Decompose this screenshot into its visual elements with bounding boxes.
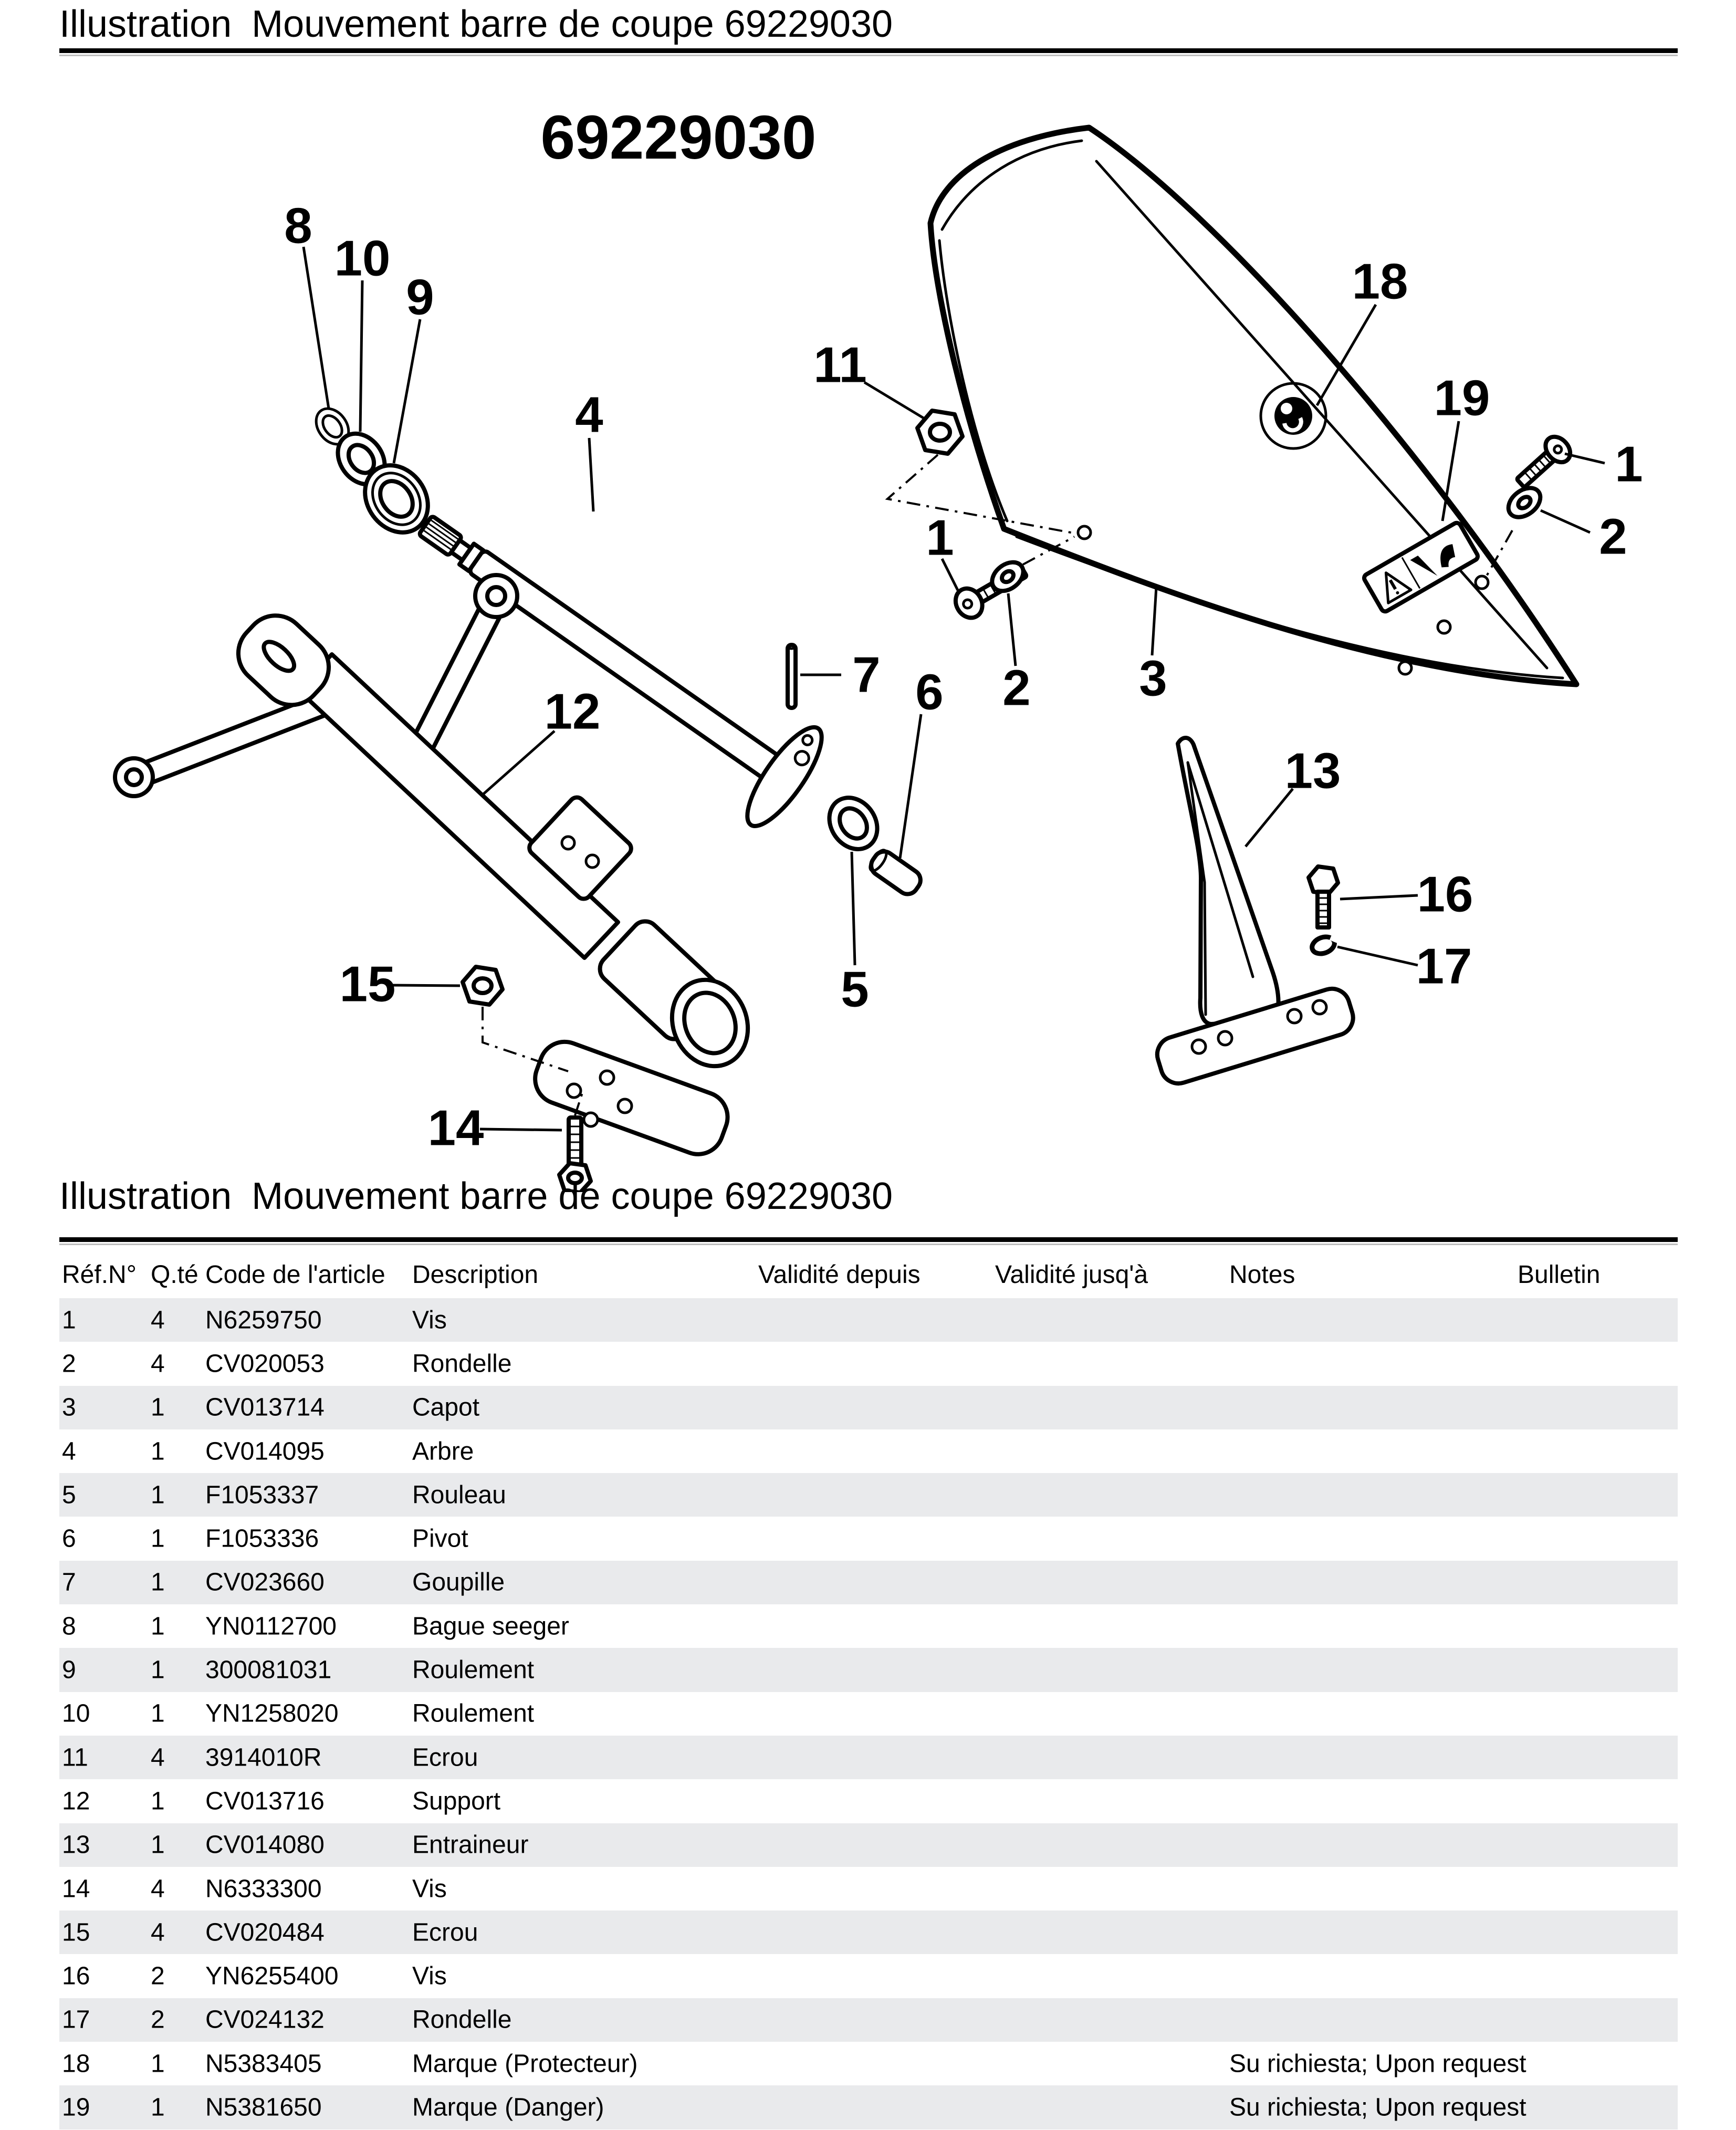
callout-12: 12 [544, 683, 601, 740]
table-row [59, 1561, 1678, 1604]
cell-ref: 15 [62, 1918, 90, 1947]
capot-screw-hole [1078, 526, 1091, 539]
cell-code: CV014095 [205, 1437, 325, 1466]
cell-code: 300081031 [205, 1656, 332, 1684]
cell-code: CV020053 [205, 1350, 325, 1378]
callout-7: 7 [852, 646, 881, 703]
table-row [59, 1473, 1678, 1517]
table-row [59, 1604, 1678, 1648]
cell-qty: 1 [151, 1437, 165, 1466]
callout-2: 2 [1599, 508, 1627, 565]
cell-desc: Vis [412, 1306, 447, 1334]
cell-code: F1053336 [205, 1525, 319, 1553]
cell-ref: 10 [62, 1699, 90, 1728]
cell-qty: 1 [151, 1699, 165, 1728]
cell-code: N5383405 [205, 2050, 322, 2078]
cell-code: YN0112700 [205, 1612, 337, 1641]
table-row [59, 1386, 1678, 1429]
leader-line-5 [852, 852, 855, 965]
cell-code: CV013716 [205, 1787, 325, 1815]
cell-qty: 2 [151, 1962, 165, 1990]
section-title-subject: Mouvement barre de coupe 69229030 [252, 1175, 893, 1217]
callout-19: 19 [1434, 370, 1490, 426]
cell-desc: Goupille [412, 1568, 505, 1596]
cell-qty: 1 [151, 1787, 165, 1815]
callout-13: 13 [1284, 743, 1341, 799]
cell-qty: 2 [151, 2006, 165, 2034]
cell-desc: Arbre [412, 1437, 474, 1466]
support-part [115, 575, 760, 1161]
leader-line-9 [394, 319, 420, 463]
column-header: Description [412, 1261, 539, 1289]
leader-line-16 [1340, 895, 1418, 899]
column-header: Notes [1229, 1261, 1295, 1289]
leader-line-15 [390, 985, 460, 986]
column-header: Réf.N° [62, 1261, 137, 1289]
rondelle-right-part [1503, 482, 1546, 523]
table-row [59, 1298, 1678, 1342]
table-row [59, 1517, 1678, 1560]
rondelle-cv024132-part [1310, 933, 1340, 957]
capot-hole-2 [1438, 621, 1450, 633]
cell-ref: 13 [62, 1831, 90, 1859]
section-rule [59, 1237, 1678, 1242]
capot-hole-1 [1476, 576, 1488, 589]
leader-line-14 [480, 1129, 562, 1130]
cell-qty: 1 [151, 2050, 165, 2078]
callout-10: 10 [334, 230, 391, 287]
cell-qty: 4 [151, 1306, 165, 1334]
leader-line-11 [864, 382, 925, 419]
cell-ref: 2 [62, 1350, 76, 1378]
vis-right-part [1511, 432, 1575, 494]
cell-code: YN1258020 [205, 1699, 339, 1728]
cell-code: 3914010R [205, 1743, 322, 1772]
leader-line-2 [1541, 510, 1590, 532]
cell-code: N6333300 [205, 1875, 322, 1903]
cell-ref: 17 [62, 2006, 90, 2034]
callout-2: 2 [1002, 660, 1031, 716]
cell-desc: Rouleau [412, 1481, 506, 1509]
cell-ref: 7 [62, 1568, 76, 1596]
leader-line-6 [900, 714, 921, 858]
cell-desc: Capot [412, 1393, 480, 1422]
cell-ref: 12 [62, 1787, 90, 1815]
column-header: Code de l'article [205, 1261, 385, 1289]
cell-code: YN6255400 [205, 1962, 339, 1990]
cell-desc: Roulement [412, 1656, 535, 1684]
cell-qty: 4 [151, 1875, 165, 1903]
cell-qty: 1 [151, 1393, 165, 1422]
capot-hole-3 [1399, 662, 1411, 674]
cell-qty: 1 [151, 1568, 165, 1596]
leader-line-10 [360, 280, 362, 432]
cell-notes: Su richiesta; Upon request [1229, 2093, 1526, 2122]
callout-15: 15 [339, 956, 396, 1012]
callout-leader-lines [304, 247, 1605, 1130]
parts-table [59, 1298, 1678, 2129]
table-row [59, 2042, 1678, 2085]
cell-code: N6259750 [205, 1306, 322, 1334]
callout-1: 1 [1615, 436, 1643, 493]
callout-11: 11 [813, 337, 867, 393]
cell-desc: Rondelle [412, 2006, 512, 2034]
cell-qty: 1 [151, 1525, 165, 1553]
table-row [59, 1692, 1678, 1736]
cell-qty: 4 [151, 1918, 165, 1947]
goupille-part [788, 644, 796, 708]
callout-17: 17 [1416, 938, 1472, 995]
column-header: Validité depuis [758, 1261, 921, 1289]
cell-ref: 8 [62, 1612, 76, 1641]
table-row [59, 1429, 1678, 1473]
table-row [59, 1779, 1678, 1823]
cell-qty: 1 [151, 1481, 165, 1509]
callout-1: 1 [926, 509, 954, 566]
cell-ref: 6 [62, 1525, 76, 1553]
cell-ref: 9 [62, 1656, 76, 1684]
leader-line-4 [589, 438, 593, 511]
cell-ref: 19 [62, 2093, 90, 2122]
cell-desc: Support [412, 1787, 501, 1815]
cell-code: CV024132 [205, 2006, 325, 2034]
page-title-label: Illustration [59, 3, 232, 45]
cell-qty: 1 [151, 2093, 165, 2122]
cell-ref: 5 [62, 1481, 76, 1509]
cell-desc: Ecrou [412, 1918, 478, 1947]
callout-5: 5 [841, 961, 869, 1018]
cell-ref: 11 [62, 1743, 88, 1772]
table-row [59, 1648, 1678, 1692]
cell-desc: Vis [412, 1875, 447, 1903]
callout-8: 8 [284, 197, 312, 254]
cell-qty: 1 [151, 1612, 165, 1641]
callout-14: 14 [427, 1100, 484, 1156]
cell-qty: 1 [151, 1656, 165, 1684]
cell-ref: 18 [62, 2050, 90, 2078]
cell-desc: Ecrou [412, 1743, 478, 1772]
leader-line-8 [304, 247, 329, 409]
cell-desc: Pivot [412, 1525, 468, 1553]
section-title [59, 1175, 893, 1217]
cell-qty: 4 [151, 1743, 165, 1772]
table-row [59, 1867, 1678, 1910]
table-row [59, 1998, 1678, 2042]
cell-desc: Bague seeger [412, 1612, 569, 1641]
cell-notes: Su richiesta; Upon request [1229, 2050, 1526, 2078]
cell-code: CV023660 [205, 1568, 325, 1596]
leader-line-3 [1152, 587, 1156, 655]
section-title-label: Illustration [59, 1175, 232, 1217]
table-row [59, 1736, 1678, 1779]
cell-code: CV013714 [205, 1393, 325, 1422]
section-rule-shadow [59, 1244, 1678, 1245]
ecrou-cv020484-part [463, 967, 503, 1005]
leader-line-2 [1008, 593, 1016, 666]
cell-ref: 4 [62, 1437, 76, 1466]
cell-desc: Vis [412, 1962, 447, 1990]
vis-yn6255400-part [1309, 866, 1338, 927]
rouleau-part [820, 788, 887, 858]
cell-code: CV020484 [205, 1918, 325, 1947]
cell-code: F1053337 [205, 1481, 319, 1509]
cell-ref: 1 [62, 1306, 76, 1334]
cell-desc: Marque (Protecteur) [412, 2050, 638, 2078]
cell-desc: Entraineur [412, 1831, 529, 1859]
cell-qty: 1 [151, 1831, 165, 1859]
callout-9: 9 [406, 269, 434, 326]
cell-code: CV014080 [205, 1831, 325, 1859]
column-header: Q.té [151, 1261, 198, 1289]
cell-qty: 4 [151, 1350, 165, 1378]
table-row [59, 1823, 1678, 1867]
cell-desc: Rondelle [412, 1350, 512, 1378]
table-row [59, 2085, 1678, 2129]
column-header: Bulletin [1518, 1261, 1601, 1289]
cell-ref: 16 [62, 1962, 90, 1990]
callout-4: 4 [575, 387, 603, 443]
cell-ref: 3 [62, 1393, 76, 1422]
diagram-part-number: 69229030 [540, 103, 817, 172]
callout-6: 6 [915, 664, 944, 721]
table-row [59, 1910, 1678, 1954]
table-header-row [59, 1260, 1678, 1291]
leader-line-17 [1337, 947, 1418, 965]
leader-line-12 [481, 731, 555, 796]
callout-3: 3 [1139, 650, 1167, 707]
callout-16: 16 [1417, 866, 1473, 923]
cell-ref: 14 [62, 1875, 90, 1903]
cell-code: N5381650 [205, 2093, 322, 2122]
page-title-subject: Mouvement barre de coupe 69229030 [252, 3, 893, 45]
callout-18: 18 [1352, 253, 1408, 310]
column-header: Validité jusq'à [995, 1261, 1148, 1289]
cell-desc: Marque (Danger) [412, 2093, 604, 2122]
table-row [59, 1954, 1678, 1998]
table-row [59, 1342, 1678, 1385]
cell-desc: Roulement [412, 1699, 535, 1728]
pivot-part [866, 847, 924, 898]
